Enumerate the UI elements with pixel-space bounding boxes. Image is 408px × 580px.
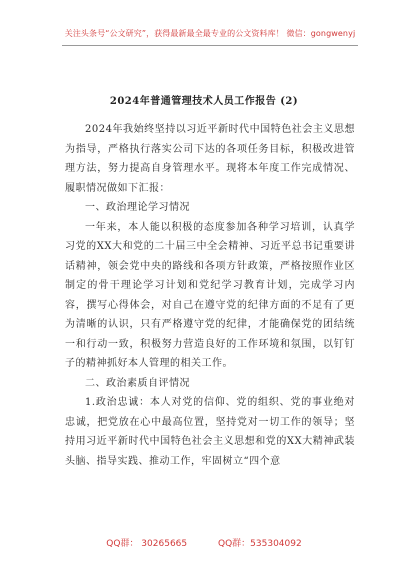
section-heading-2: 二、政治素质自评情况 [85,377,190,389]
paragraph-political-loyalty: 1.政治忠诚：本人对党的信仰、党的组织、党的事业绝对忠诚，把党放在心中最高位置，坚持党对一切工作的领导；坚持用习近平新时代中国特色社会主义思想和党的XX大精神武装头脑、指导实践、推动工作，牢固树立“四个意 [65,397,355,467]
footer-qq-group-2: QQ群：535304092 [218,539,302,549]
header-banner: 关注头条号“公文研究”，获得最新最全最专业的公文资料库！ 微信：gongwenyj [64,29,356,38]
footer-qq-group-1: QQ群： 30265665 [106,539,188,549]
paragraph-intro: 2024年我始终坚持以习近平新时代中国特色社会主义思想为指导，严格执行落实公司下达的各项任务目标，积极改进管理方法，努力提高自身管理水平。现将本年度工作完成情况、履职情况做如下汇报： [65,124,355,194]
header-divider [62,45,358,46]
footer-qq-groups [0,536,408,549]
section-heading-1: 一、政治理论学习情况 [85,202,190,213]
paragraph-political-study: 一年来，本人能以积极的态度参加各种学习培训，认真学习党的XX大和党的二十届三中全会精神、习近平总书记重要讲话精神，领会党中央的路线和各项方针政策，严格按照作业区制定的骨干理论学习计划和党纪学习教育计划，完成学习内容，撰写心得体会，对自己在遵守党的纪律方面的不足有了更为清晰的认识，只有严格遵守党的纪律，才能确保党的团结统一和行动一致，积极努力营造良好的工作环境和氛围，以钉钉子的精神抓好本人管理的相关工作。 [65,221,355,369]
document-title: 2024年普通管理技术人员工作报告 (2) [109,96,299,107]
document-body [65,120,355,471]
